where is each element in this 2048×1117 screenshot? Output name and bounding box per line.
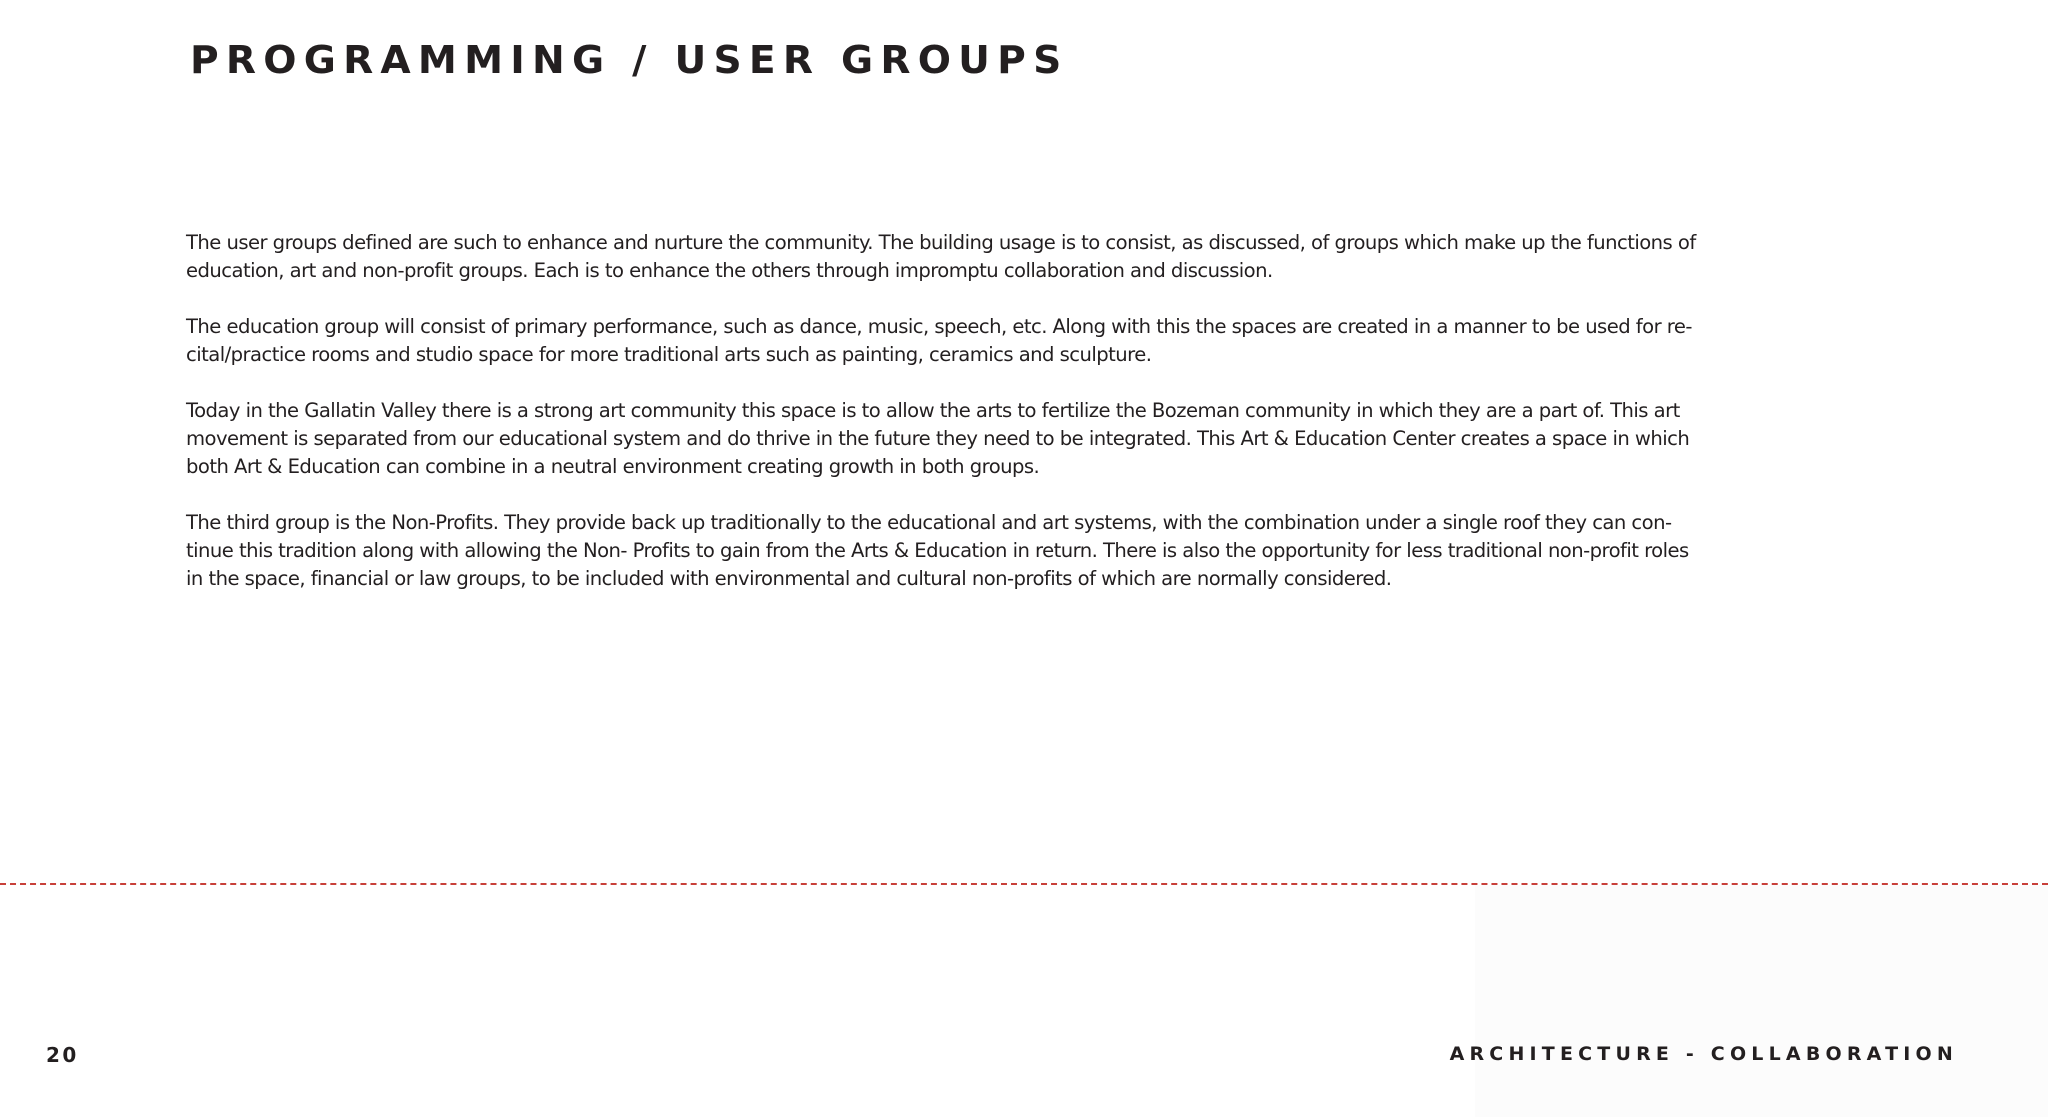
footer-panel	[1475, 885, 2048, 1117]
text-line: The third group is the Non-Profits. They provide back up traditionally to the educational and art systems, with the combination under a single roof they can con-	[186, 511, 1672, 534]
paragraph-art-community	[186, 397, 1786, 481]
page-title: PROGRAMMING / USER GROUPS	[190, 38, 1069, 82]
paragraph-user-groups	[186, 229, 1786, 285]
text-line: movement is separated from our educational system and do thrive in the future they need to be integrated. This Art & Education Center creates a space in which	[186, 427, 1690, 450]
paragraph-education-group	[186, 313, 1786, 369]
page-number: 20	[46, 1043, 79, 1067]
text-line: cital/practice rooms and studio space for more traditional arts such as painting, ceramics and sculpture.	[186, 343, 1152, 366]
text-line: in the space, financial or law groups, to be included with environmental and cultural non-profits of which are normally considered.	[186, 567, 1392, 590]
text-line: The education group will consist of primary performance, such as dance, music, speech, etc. Along with this the spaces are created in a manner to be used for re-	[186, 315, 1692, 338]
text-line: tinue this tradition along with allowing the Non- Profits to gain from the Arts & Education in return. There is also the opportunity for less traditional non-profit roles	[186, 539, 1689, 562]
footer-label: ARCHITECTURE - COLLABORATION	[1449, 1043, 1958, 1065]
paragraph-non-profits	[186, 509, 1786, 593]
text-line: The user groups defined are such to enhance and nurture the community. The building usage is to consist, as discussed, of groups which make up the functions of	[186, 231, 1696, 254]
body-text	[186, 229, 1786, 621]
text-line: both Art & Education can combine in a neutral environment creating growth in both groups.	[186, 455, 1040, 478]
text-line: Today in the Gallatin Valley there is a strong art community this space is to allow the arts to fertilize the Bozeman community in which they are a part of. This art	[186, 399, 1680, 422]
text-line: education, art and non-profit groups. Each is to enhance the others through impromptu collaboration and discussion.	[186, 259, 1273, 282]
